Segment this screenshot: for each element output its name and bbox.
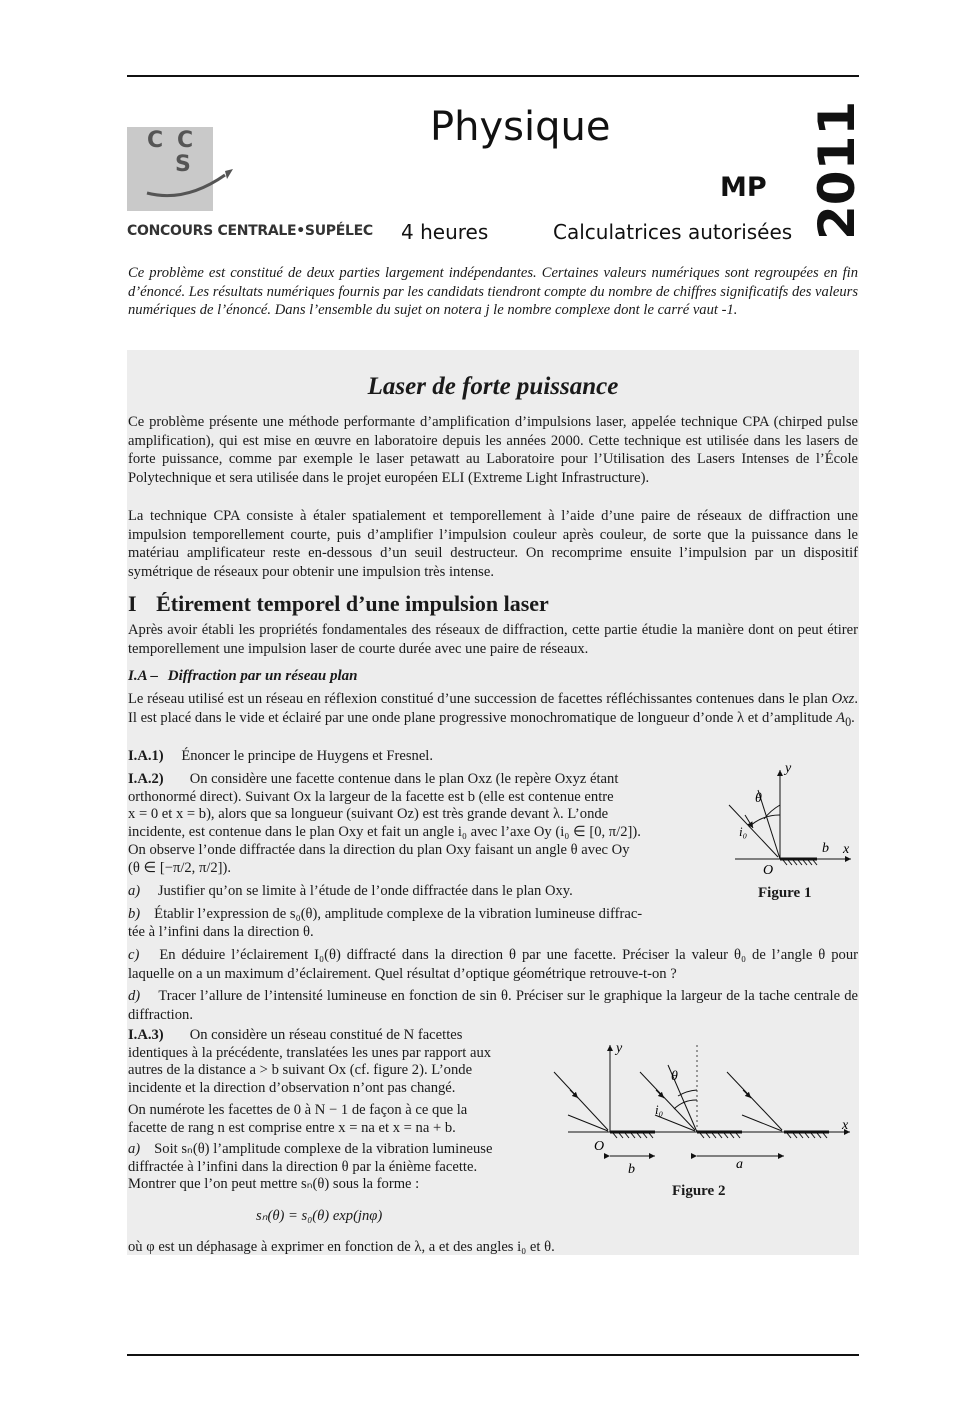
subsection-text-b: Oxz: [831, 691, 855, 707]
question-3-label: I.A.3): [128, 1027, 164, 1043]
question-2a: [128, 883, 573, 900]
figure-2-label-i0: i₀: [655, 1102, 664, 1117]
question-3a-line: diffractée à l’infini dans la direction θ par la énième facette.: [128, 1158, 478, 1175]
top-rule: [127, 75, 859, 77]
question-3-line: autres de la distance a > b suivant Ox (cf. figure 2). L’onde: [128, 1062, 473, 1079]
year-text: 2011: [808, 100, 866, 240]
question-2-line: (θ ∈ [−π/2, π/2]).: [128, 859, 232, 876]
question-3a-label: a): [128, 1141, 141, 1157]
question-2c: [128, 946, 858, 983]
question-3-line: incidente et la direction d’observation n’ont pas changé.: [128, 1080, 456, 1097]
subject-title: Physique: [430, 104, 611, 150]
question-2a-text: Justifier qu’on se limite à l’étude de l’onde diffractée dans le plan Oxy.: [157, 883, 573, 899]
subsection-text-d: A: [836, 709, 846, 726]
figure-1-label-i0: i₀: [739, 824, 748, 839]
logo-letter: S: [175, 152, 191, 177]
figure-2-label-b: b: [628, 1162, 635, 1177]
figure-2: [540, 1035, 858, 1200]
figure-2-label-theta: θ: [671, 1069, 678, 1084]
bottom-rule: [127, 1354, 859, 1356]
question-3-line: On numérote les facettes de 0 à N − 1 de façon à ce que la: [128, 1102, 468, 1118]
subsection-number: I.A –: [128, 668, 159, 684]
question-2-line: [128, 771, 708, 789]
figure-1-label-o: O: [763, 863, 774, 878]
figure-1-label-b: b: [822, 841, 829, 856]
figure-2-hatching: [613, 1133, 827, 1138]
logo-mark-icon: [127, 127, 247, 211]
question-2: [128, 771, 708, 877]
figure-1-hatching: [783, 860, 817, 865]
figure-1-caption: Figure 1: [758, 885, 812, 901]
logo: [127, 127, 213, 211]
question-3: [128, 1027, 538, 1098]
question-2d-label: d): [128, 988, 141, 1004]
figure-2-caption: Figure 2: [672, 1183, 726, 1199]
question-3a-line: Montrer que l’on peut mettre sₙ(θ) sous la forme :: [128, 1176, 420, 1193]
figure-2-label-y: y: [616, 1041, 623, 1056]
subsection-text: [128, 690, 858, 731]
section-title: Étirement temporel d’une impulsion laser: [156, 591, 549, 616]
logo-letter: C: [177, 128, 194, 153]
figure-2-rays: [554, 1065, 782, 1132]
figure-1-label-x: x: [843, 842, 850, 857]
intro-text: Ce problème est constitué de deux parties largement indépendantes. Certaines valeurs numériques sont regroupées en fin d’énoncé. Les résultats numériques fournis par les candidats tiendront compte du nombre de chiffres significatifs des valeurs numériques de l’énoncé. Dans l’ensemble du sujet on notera j le nombre complexe dont le carré vaut -1.: [128, 265, 859, 318]
question-2d: [128, 987, 858, 1024]
question-2b-label: b): [128, 906, 141, 922]
question-2-text: On considère une facette contenue dans le plan Oxz (le repère Oxyz étant: [189, 771, 619, 787]
question-1-text: Énoncer le principe de Huygens et Fresnel.: [181, 748, 434, 764]
figure-2-label-x: x: [842, 1118, 849, 1133]
figure-2-label-o: O: [594, 1139, 605, 1154]
question-1-label: I.A.1): [128, 748, 164, 764]
question-2-label: I.A.2): [128, 771, 164, 787]
calculator-label: Calculatrices autorisées: [553, 220, 793, 244]
question-2b: [128, 906, 718, 941]
question-2c-label: c): [128, 947, 140, 963]
question-2c-text: En déduire l’éclairement I₀(θ) diffracté dans la direction θ par une facette. Préciser la valeur θ₀ de l’angle θ pour laquelle on a un maximum d’éclairement. Quel résultat d’optique géométrique retrouve-t-on ?: [128, 947, 859, 982]
subsection-title: Diffraction par un réseau plan: [167, 668, 358, 684]
figure-2-label-a: a: [736, 1157, 743, 1172]
figure-1-label-y: y: [785, 761, 792, 776]
section-number: I: [128, 591, 137, 616]
question-3a: [128, 1141, 538, 1194]
question-3-line: facette de rang n est comprise entre x = na et x = na + b.: [128, 1119, 456, 1136]
equation: sₙ(θ) = s₀(θ) exp(jnφ): [256, 1208, 383, 1224]
question-3a-text: Soit sₙ(θ) l’amplitude complexe de la vibration lumineuse: [154, 1141, 493, 1157]
section-intro: Après avoir établi les propriétés fondamentales des réseaux de diffraction, cette partie étudie la manière dont on peut étirer temporellement une impulsion laser de courte durée avec une paire de réseaux.: [128, 622, 858, 657]
paragraph-1: Ce problème présente une méthode performante d’amplification d’impulsions laser, appelée technique CPA (chirped pulse amplification), qui est mise en œuvre en laboratoire depuis les années 2000. Cette technique est utilisée dans les lasers de forte puissance, comme par exemple le laser petawatt au Laboratoire pour l’Utilisation des Lasers Intenses de l’École Polytechnique et sera utilisée dans le projet européen ELI (Extreme Light Infrastructure).: [128, 414, 858, 486]
question-2b-line: [128, 906, 718, 924]
paragraph-2: La technique CPA consiste à étaler spatialement et temporellement à l’aide d’une paire de réseaux de diffraction une impulsion temporellement courte, puis d’amplifier l’impulsion couleur après couleur, de sorte que la puissance dans le matériau amplificateur reste en-dessous d’un seuil destructeur. On recomprime ensuite l’impulsion par un dispositif symétrique de réseaux pour obtenir une impulsion très intense.: [128, 508, 858, 580]
subsection-text-a: Le réseau utilisé est un réseau en réflexion constitué d’une succession de facettes réfléchissantes contenues dans le plan: [128, 691, 832, 707]
question-3-numbering: [128, 1102, 538, 1137]
question-3-line: identiques à la précédente, translatées les unes par rapport aux: [128, 1044, 492, 1061]
section-heading: [128, 591, 549, 617]
question-2-line: orthonormé direct). Suivant Ox la largeur de la facette est b (elle est contenue entre: [128, 788, 614, 805]
question-3-after: où φ est un déphasage à exprimer en fonction de λ, a et des angles i₀ et θ.: [128, 1239, 555, 1255]
question-2-line: x = 0 et x = b), alors que sa longueur (suivant Oz) est très grande devant λ. L’onde: [128, 806, 609, 823]
question-2-line: On observe l’onde diffractée dans la direction du plan Oxy faisant un angle θ avec Oy: [128, 841, 630, 858]
track-label: MP: [720, 172, 767, 203]
subsection-text-f: .: [851, 709, 855, 726]
logo-letter: C: [147, 128, 164, 153]
question-2-line: incidente, est contenue dans le plan Oxy et fait un angle i₀ avec l’axe Oy (i₀ ∈ [0, π/2]).: [128, 824, 641, 841]
question-2b-text: Établir l’expression de s₀(θ), amplitude complexe de la vibration lumineuse diffrac-: [154, 906, 643, 922]
figure-1-label-theta: θ: [755, 791, 762, 806]
question-2b-line: tée à l’infini dans la direction θ.: [128, 923, 314, 940]
subsection-text-c: . Il est placé dans le vide et éclairé par une onde plane progressive monochromatique de longueur d’onde λ et d’amplitude: [128, 691, 858, 726]
question-2a-label: a): [128, 883, 141, 899]
question-2d-text: Tracer l’allure de l’intensité lumineuse en fonction de sin θ. Préciser sur le graphique la largeur de la tache centrale de diffraction.: [128, 988, 858, 1023]
year-label: [808, 100, 942, 240]
question-3-line: [128, 1027, 538, 1045]
subsection-text-e: 0: [845, 714, 852, 729]
logo-text: CONCOURS CENTRALE•SUPÉLEC: [127, 223, 373, 239]
question-3a-line: [128, 1141, 538, 1159]
question-3-text: On considère un réseau constitué de N facettes: [189, 1027, 463, 1043]
problem-title: Laser de forte puissance: [367, 373, 619, 400]
subsection-heading: [128, 668, 358, 685]
duration-label: 4 heures: [401, 220, 489, 244]
